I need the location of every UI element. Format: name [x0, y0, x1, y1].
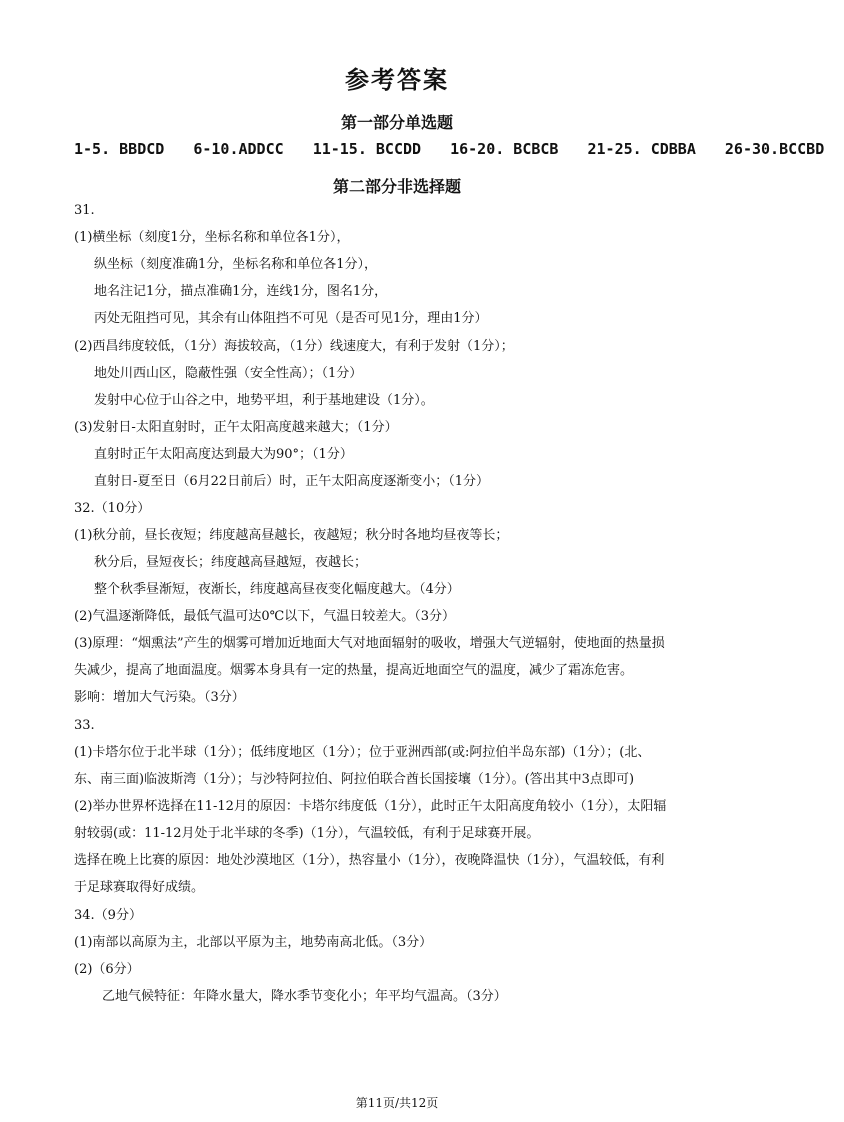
answer-line: 纵坐标（刻度准确1分，坐标名称和单位各1分）， — [94, 257, 378, 272]
answer-line: 直射日-夏至日（6月22日前后）时，正午太阳高度逐渐变小；（1分） — [94, 474, 489, 489]
answer-group: 26-30.BCCBD — [724, 140, 825, 158]
answer-line: (2)举办世界杯选择在11-12月的原因：卡塔尔纬度低（1分），此时正午太阳高度角较小（1分），太阳辐 — [74, 799, 667, 814]
answer-line: 地处川西山区，隐蔽性强（安全性高）；（1分） — [94, 366, 363, 381]
answer-line: 秋分后，昼短夜长；纬度越高昼越短，夜越长； — [94, 555, 368, 570]
question-number: 33. — [74, 718, 95, 733]
answer-line: 乙地气候特征：年降水量大，降水季节变化小；年平均气温高。（3分） — [102, 989, 507, 1004]
answer-line: 失减少，提高了地面温度。烟雾本身具有一定的热量，提高近地面空气的温度，减少了霜冻危害。 — [74, 663, 634, 678]
answer-line: 选择在晚上比赛的原因：地处沙漠地区（1分），热容量小（1分），夜晚降温快（1分），气温较低，有利 — [74, 853, 665, 868]
answer-group: 21-25. CDBBA — [587, 140, 696, 158]
answer-line: 直射时正午太阳高度达到最大为90°；（1分） — [94, 447, 353, 462]
question-number: 32.（10分） — [74, 501, 151, 516]
answer-line: (3)原理：“烟熏法”产生的烟雾可增加近地面大气对地面辐射的吸收，增强大气逆辐射，使地面的热量损 — [74, 636, 665, 651]
answer-line: (3)发射日-太阳直射时，正午太阳高度越来越大；（1分） — [74, 420, 398, 435]
part1-heading: 第一部分单选题 — [340, 113, 453, 132]
answer-line: (1)南部以高原为主，北部以平原为主，地势南高北低。（3分） — [74, 935, 433, 950]
answer-line: 发射中心位于山谷之中，地势平坦，利于基地建设（1分）。 — [94, 393, 434, 408]
answer-line: (1)卡塔尔位于北半球（1分）；低纬度地区（1分）；位于亚洲西部(或:阿拉伯半岛东部)（1分）；(北、 — [74, 745, 651, 760]
answer-line: 影响：增加大气污染。（3分） — [74, 690, 245, 705]
answer-line: (2)气温逐渐降低，最低气温可达0℃以下，气温日较差大。（3分） — [74, 609, 455, 624]
question-number: 31. — [74, 203, 95, 218]
answer-group: 1-5. BBDCD — [74, 140, 165, 158]
answer-group: 16-20. BCBCB — [450, 140, 559, 158]
answer-line: (2)（6分） — [74, 962, 140, 977]
part2-heading: 第二部分非选择题 — [332, 177, 461, 196]
answer-group: 11-15. BCCDD — [312, 140, 422, 158]
answer-line: 于足球赛取得好成绩。 — [74, 880, 205, 895]
answer-line: (1)秋分前，昼长夜短；纬度越高昼越长，夜越短；秋分时各地均昼夜等长； — [74, 528, 509, 543]
page-number: 第11页/共12页 — [355, 1096, 439, 1110]
answer-line: 射较弱(或：11-12月处于北半球的冬季)（1分），气温较低，有利于足球赛开展。 — [74, 826, 540, 841]
answer-line: 整个秋季昼渐短，夜渐长，纬度越高昼夜变化幅度越大。（4分） — [94, 582, 460, 597]
answer-line: 东、南三面)临波斯湾（1分）；与沙特阿拉伯、阿拉伯联合酋长国接壤（1分）。(答出其中3点即可) — [74, 772, 635, 787]
answer-line: (1)横坐标（刻度1分，坐标名称和单位各1分）， — [74, 230, 350, 245]
page-title: 参考答案 — [345, 65, 449, 94]
question-number: 34.（9分） — [74, 908, 142, 923]
answer-line: 地名注记1分，描点准确1分，连线1分，图名1分， — [94, 284, 388, 299]
answer-group: 6-10.ADDCC — [193, 140, 284, 158]
multiple-choice-answers — [74, 140, 844, 158]
answer-line: 丙处无阻挡可见，其余有山体阻挡不可见（是否可见1分，理由1分） — [94, 311, 488, 326]
answer-line: (2)西昌纬度较低，（1分）海拔较高，（1分）线速度大，有利于发射（1分）； — [74, 339, 514, 354]
